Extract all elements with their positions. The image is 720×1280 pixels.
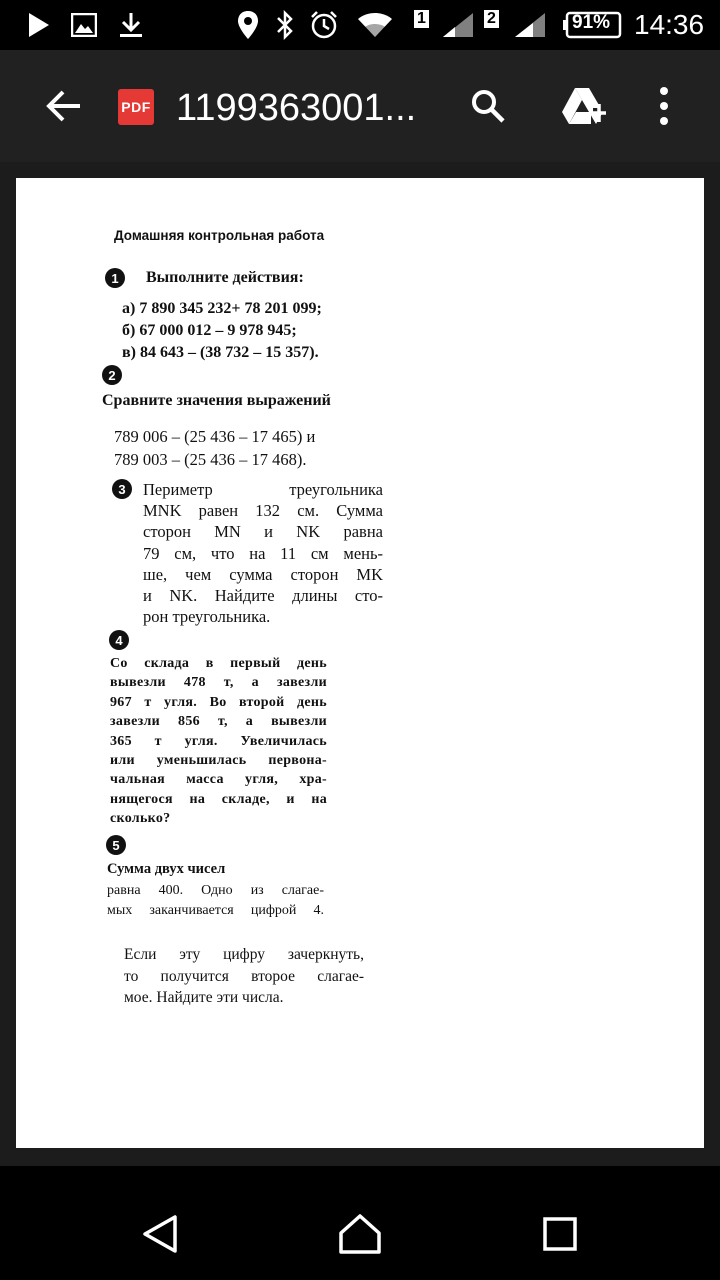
signal-icon xyxy=(512,10,548,40)
battery-level: 91% xyxy=(572,12,611,33)
back-arrow-icon[interactable] xyxy=(38,80,90,132)
task3-line: сторон MN и NK равна xyxy=(143,522,383,542)
document-title: 1199363001... xyxy=(176,87,417,129)
location-icon xyxy=(236,10,260,40)
drive-add-icon[interactable] xyxy=(556,80,612,132)
task-number: 2 xyxy=(102,365,122,385)
bluetooth-icon xyxy=(274,10,296,40)
page-heading: Домашняя контрольная работа xyxy=(114,228,325,243)
task4-line: 365 т угля. Увеличилась xyxy=(110,733,327,749)
task4-line: завезли 856 т, а вывезли xyxy=(110,714,327,730)
task5-line: то получится второе слагае- xyxy=(124,967,364,985)
task5-title: Сумма двух чисел xyxy=(107,861,226,877)
play-icon xyxy=(24,10,52,40)
task3-line: 79 см, что на 11 см мень- xyxy=(143,543,383,563)
home-icon[interactable] xyxy=(330,1204,390,1264)
task-number: 3 xyxy=(112,479,132,499)
task4-line: вывезли 478 т, а завезли xyxy=(110,675,327,691)
task4-text xyxy=(110,654,327,829)
task5-line: мых заканчивается цифрой 4. xyxy=(107,903,324,918)
task2-line: 789 006 – (25 436 – 17 465) и xyxy=(114,427,316,446)
task3-line: рон треугольника. xyxy=(143,607,271,627)
task3-line: Периметр треугольника xyxy=(143,480,383,499)
task3-line: и NK. Найдите длины сто- xyxy=(143,586,383,606)
more-vert-icon[interactable] xyxy=(644,80,684,132)
task1-line: в) 84 643 – (38 732 – 15 357). xyxy=(122,344,319,361)
task1-lines xyxy=(122,298,322,364)
search-icon[interactable] xyxy=(462,80,514,132)
signal-icon xyxy=(440,10,476,40)
back-triangle-icon[interactable] xyxy=(130,1204,190,1264)
task3-line: MNK равен 132 см. Сумма xyxy=(143,501,383,521)
task5-line: равна 400. Одно из слагае- xyxy=(107,883,324,898)
task1-line: а) 7 890 345 232+ 78 201 099; xyxy=(122,300,322,317)
sim2-label: 2 xyxy=(484,10,499,28)
task4-line: 967 т угля. Во второй день xyxy=(110,694,327,710)
task4-line: сколько? xyxy=(110,811,171,827)
task4-line: чальная масса угля, хра- xyxy=(110,772,327,788)
download-icon xyxy=(116,10,146,40)
task3-text xyxy=(143,479,383,627)
task4-line: Со склада в первый день xyxy=(110,656,327,671)
task-number: 4 xyxy=(109,630,129,650)
recents-icon[interactable] xyxy=(530,1204,590,1264)
sim1-label: 1 xyxy=(414,10,429,28)
pdf-icon: PDF xyxy=(118,89,154,125)
task1-title: Выполните действия: xyxy=(146,269,304,286)
task5-text xyxy=(107,881,324,921)
task-number: 5 xyxy=(106,835,126,855)
task5-line: мое. Найдите эти числа. xyxy=(124,989,284,1006)
image-icon xyxy=(70,10,98,40)
task2-line: 789 003 – (25 436 – 17 468). xyxy=(114,450,307,469)
clock: 14:36 xyxy=(634,9,705,40)
task2-title: Сравните значения выражений xyxy=(102,392,331,409)
task1-line: б) 67 000 012 – 9 978 945; xyxy=(122,322,297,339)
task4-line: нящегося на складе, и на xyxy=(110,791,327,807)
wifi-icon xyxy=(356,10,394,40)
task5-line: Если эту цифру зачеркнуть, xyxy=(124,946,364,963)
task4-line: или уменьшилась первона- xyxy=(110,753,327,769)
status-bar xyxy=(0,0,720,50)
task2-lines xyxy=(114,425,315,471)
task3-line: ше, чем сумма сторон MK xyxy=(143,564,383,584)
task5-continuation xyxy=(124,944,364,1009)
alarm-icon xyxy=(308,10,340,40)
task-number: 1 xyxy=(105,268,125,288)
